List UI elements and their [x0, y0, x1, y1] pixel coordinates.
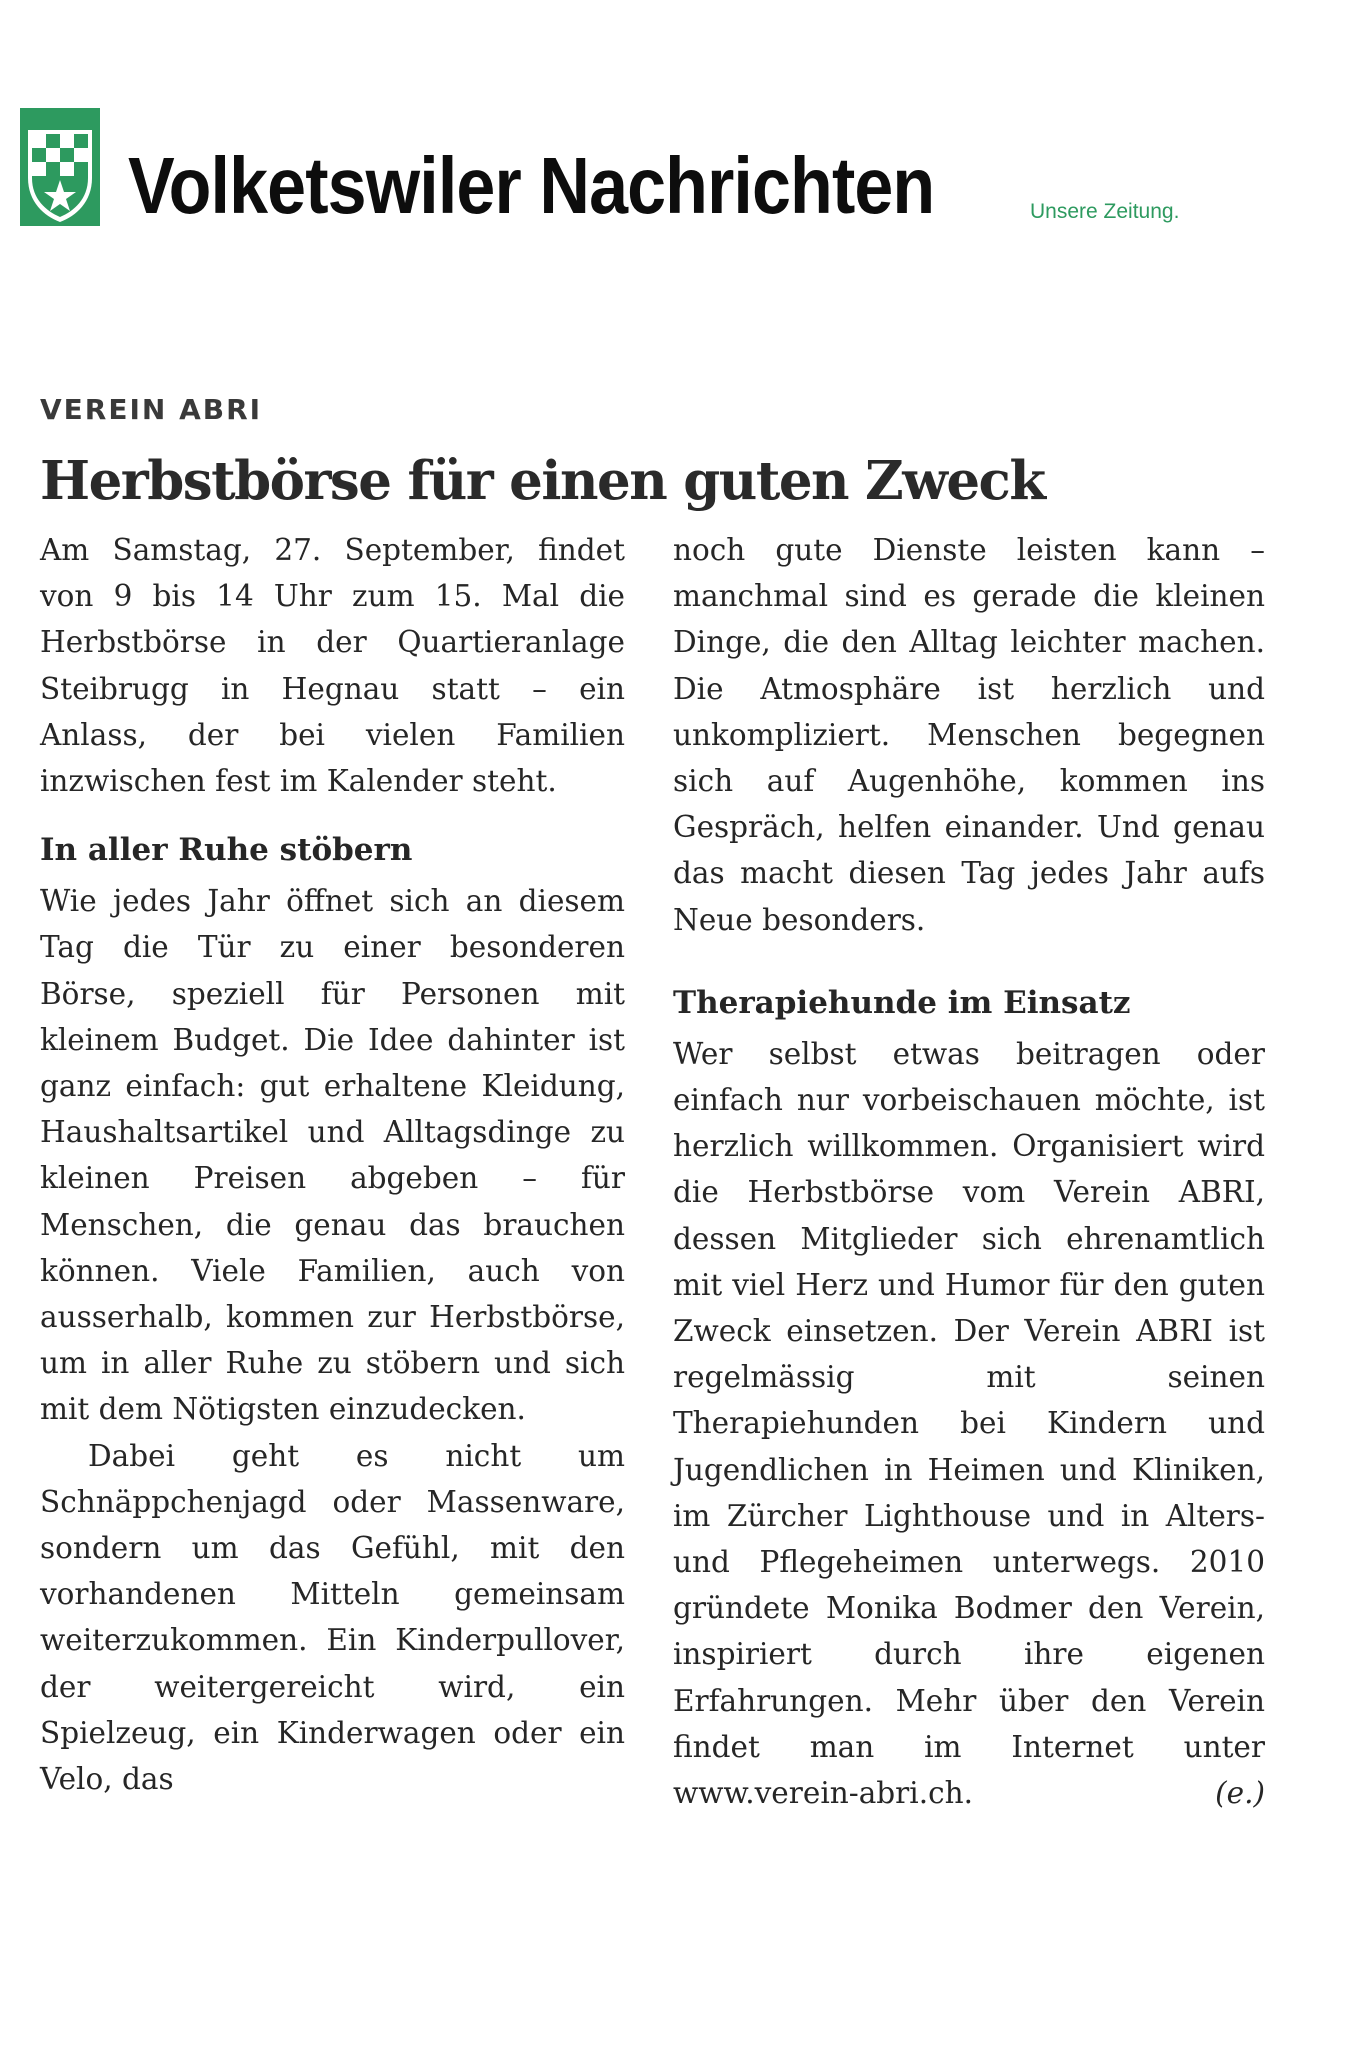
newspaper-slogan: Unsere Zeitung. — [1030, 200, 1180, 223]
section-heading-stoebern: In aller Ruhe stöbern — [40, 832, 413, 869]
section1-paragraph-2: Dabei geht es nicht um Schnäppchenjagd oder Massenware, sondern um das Gefühl, mit den vorhandenen Mitteln gemeinsam weiterzukommen. Ein Kinderpullover, der weitergereicht wird, ein Spielzeug, ein Kinderwagen oder ein Velo, das — [40, 1438, 625, 1797]
volketswil-crest-icon — [20, 108, 100, 226]
masthead — [18, 108, 1318, 228]
section-heading-therapiehunde: Therapiehunde im Einsatz — [673, 984, 1131, 1021]
section1-paragraph-1: Wie jedes Jahr öffnet sich an diesem Tag die Tür zu einer besonderen Börse, speziell für Personen mit kleinem Budget. Die Idee dahinter ist ganz einfach: gut erhaltene Kleidung, Haushaltsartikel und Alltagsdinge zu kleinen Preisen abgeben – für Menschen, die genau das brauchen können. Viele Familien, auch von ausserhalb, kommen zur Herbstbörse, um in aller Ruhe zu stöbern und sich mit dem Nötigsten einzudecken. — [40, 884, 625, 1427]
article-column-left — [40, 527, 625, 1802]
section1-paragraph-2-continued: noch gute Dienste leisten kann – manchmal sind es gerade die kleinen Dinge, die den Alltag leichter machen. Die Atmosphäre ist herzlich und unkompliziert. Menschen begegnen sich auf Augenhöhe, kommen ins Gespräch, helfen einander. Und genau das macht diesen Tag jedes Jahr aufs Neue besonders. — [673, 533, 1265, 937]
section2-paragraph-1 — [673, 1031, 1265, 1816]
article-rubric: VEREIN ABRI — [40, 393, 263, 426]
article-intro: Am Samstag, 27. September, findet von 9 bis 14 Uhr zum 15. Mal die Herbstbörse in der Quartieranlage Steibrugg in Hegnau statt – ein Anlass, der bei vielen Familien inzwischen fest im Kalender steht. — [40, 533, 625, 799]
author-credit: (e.) — [1215, 1776, 1265, 1811]
newspaper-title: Volketswiler Nachrichten — [128, 141, 935, 230]
article-headline: Herbstbörse für einen guten Zweck — [40, 450, 1045, 512]
section2-text: Wer selbst etwas beitragen oder einfach nur vorbeischauen möchte, ist herzlich willkommen. Organisiert wird die Herbstbörse vom Verein ABRI, dessen Mitglieder sich ehrenamtlich mit viel Herz und Humor für den guten Zweck einsetzen. Der Verein ABRI ist regelmässig mit seinen Therapiehunden bei Kindern und Jugendlichen in Heimen und Kliniken, im Zürcher Lighthouse und in Alters- und Pflegeheimen unterwegs. 2010 gründete Monika Bodmer den Verein, inspiriert durch ihre eigenen Erfahrungen. Mehr über den Verein findet man im Internet unter www.verein-abri.ch. — [673, 1036, 1265, 1811]
article-column-right — [673, 527, 1265, 1816]
